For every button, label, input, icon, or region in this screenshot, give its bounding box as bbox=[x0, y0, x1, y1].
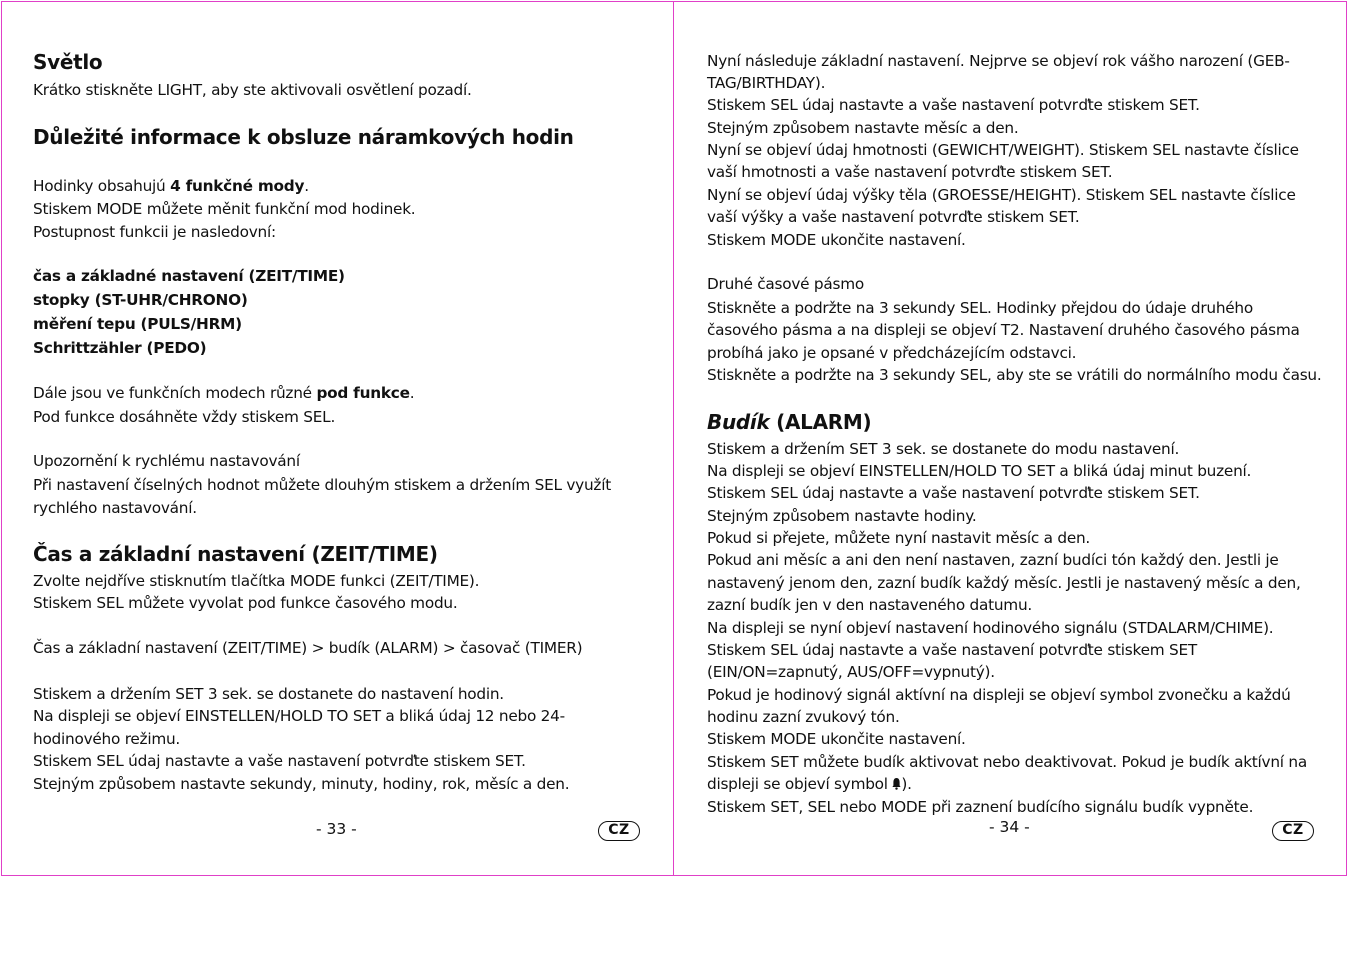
time-mode-path: Čas a základní nastavení (ZEIT/TIME) > budík (ALARM) > časovač (TIMER) bbox=[33, 639, 583, 657]
modes-line-3: Postupnost funkcii je nasledovní: bbox=[33, 223, 276, 241]
set-line: Stiskem SEL údaj nastavte a vaše nastavení potvrďte stiskem SET. bbox=[33, 752, 526, 770]
alarm-line: hodinu zazní zvukový tón. bbox=[707, 708, 900, 726]
alarm-line: Stejným způsobem nastavte hodiny. bbox=[707, 507, 977, 525]
set-line: Stiskem a držením SET 3 sek. se dostanete do nastavení hodin. bbox=[33, 685, 504, 703]
subfunctions-line-1: Dále jsou ve funkčních modech různé pod funkce. bbox=[33, 384, 415, 402]
country-badge: CZ bbox=[598, 821, 640, 841]
intro-line: Stiskem SEL údaj nastavte a vaše nastavení potvrďte stiskem SET. bbox=[707, 96, 1200, 114]
time-heading: Čas a základní nastavení (ZEIT/TIME) bbox=[33, 542, 438, 566]
time-line-1: Zvolte nejdříve stisknutím tlačítka MODE funkci (ZEIT/TIME). bbox=[33, 572, 480, 590]
mode-list-item: čas a základné nastavení (ZEIT/TIME) bbox=[33, 267, 345, 285]
set-line: Stejným způsobem nastavte sekundy, minuty, hodiny, rok, měsíc a den. bbox=[33, 775, 570, 793]
alarm-line: (EIN/ON=zapnutý, AUS/OFF=vypnutý). bbox=[707, 663, 995, 681]
set-line: hodinového režimu. bbox=[33, 730, 181, 748]
alarm-line: Na displeji se nyní objeví nastavení hodinového signálu (STDALARM/CHIME). bbox=[707, 619, 1274, 637]
page-divider bbox=[673, 1, 674, 876]
intro-line: TAG/BIRTHDAY). bbox=[707, 74, 826, 92]
light-heading: Světlo bbox=[33, 50, 103, 74]
page-number: - 34 - bbox=[989, 818, 1030, 836]
alarm-line: Pokud je hodinový signál aktívní na displeji se objeví symbol zvonečku a každú bbox=[707, 686, 1291, 704]
alarm-symbol-line: displeji se objeví symbol ). bbox=[707, 773, 912, 797]
mode-list-item: měření tepu (PULS/HRM) bbox=[33, 315, 242, 333]
subfunctions-line-2: Pod funkce dosáhněte vždy stiskem SEL. bbox=[33, 408, 336, 426]
alarm-line: Pokud ani měsíc a ani den není nastaven, zazní budíci tón každý den. Jestli je bbox=[707, 551, 1279, 569]
alarm-line: Stiskem SEL údaj nastavte a vaše nastavení potvrďte stiskem SET. bbox=[707, 484, 1200, 502]
alarm-heading: Budík (ALARM) bbox=[707, 410, 872, 434]
alarm-line: Stiskem SEL údaj nastavte a vaše nastavení potvrďte stiskem SET bbox=[707, 641, 1197, 659]
alarm-line: nastavený jenom den, zazní budík každý měsíc. Jestli je nastavený měsíc a den, bbox=[707, 574, 1301, 592]
light-text: Krátko stiskněte LIGHT, aby ste aktivovali osvětlení pozadí. bbox=[33, 81, 472, 99]
timezone-line: Stiskněte a podržte na 3 sekundy SEL. Hodinky přejdou do údaje druhého bbox=[707, 299, 1253, 317]
page-number: - 33 - bbox=[316, 820, 357, 838]
alarm-line: Stiskem MODE ukončite nastavení. bbox=[707, 730, 966, 748]
set-line: Na displeji se objeví EINSTELLEN/HOLD TO SET a bliká údaj 12 nebo 24- bbox=[33, 707, 565, 725]
time-line-2: Stiskem SEL můžete vyvolat pod funkce časového modu. bbox=[33, 594, 458, 612]
timezone-line: časového pásma a na displeji se objeví T2. Nastavení druhého časového pásma bbox=[707, 321, 1300, 339]
intro-line: Stejným způsobem nastavte měsíc a den. bbox=[707, 119, 1019, 137]
alarm-line: Stiskem SET můžete budík aktivovat nebo deaktivovat. Pokud je budík aktívní na bbox=[707, 753, 1307, 771]
country-badge: CZ bbox=[1272, 821, 1314, 841]
mode-list-item: stopky (ST-UHR/CHRONO) bbox=[33, 291, 248, 309]
intro-line: Stiskem MODE ukončite nastavení. bbox=[707, 231, 966, 249]
intro-line: vaší výšky a vaše nastavení potvrďte stiskem SET. bbox=[707, 208, 1080, 226]
alarm-line: Stiskem SET, SEL nebo MODE při zaznení budícího signálu budík vypněte. bbox=[707, 798, 1254, 816]
timezone-line: Stiskněte a podržte na 3 sekundy SEL, aby ste se vrátili do normálního modu času. bbox=[707, 366, 1322, 384]
intro-line: Nyní následuje základní nastavení. Nejprve se objeví rok vášho narození (GEB- bbox=[707, 52, 1290, 70]
quick-setting-line-1: Při nastavení číselných hodnot můžete dlouhým stiskem a držením SEL využít bbox=[33, 476, 611, 494]
mode-list-item: Schrittzähler (PEDO) bbox=[33, 339, 207, 357]
modes-line-2: Stiskem MODE můžete měnit funkční mod hodinek. bbox=[33, 200, 416, 218]
important-heading: Důležité informace k obsluze náramkových hodin bbox=[33, 125, 574, 149]
second-timezone-heading: Druhé časové pásmo bbox=[707, 275, 864, 293]
alarm-line: Na displeji se objeví EINSTELLEN/HOLD TO SET a bliká údaj minut buzení. bbox=[707, 462, 1252, 480]
quick-setting-line-2: rychlého nastavování. bbox=[33, 499, 197, 517]
alarm-line: zazní budík jen v den nastaveného datumu. bbox=[707, 596, 1033, 614]
quick-setting-heading: Upozornění k rychlému nastavování bbox=[33, 452, 300, 470]
intro-line: Nyní se objeví údaj hmotnosti (GEWICHT/WEIGHT). Stiskem SEL nastavte číslice bbox=[707, 141, 1299, 159]
timezone-line: probíhá jako je opsané v předcházejícím odstavci. bbox=[707, 344, 1077, 362]
alarm-line: Stiskem a držením SET 3 sek. se dostanete do modu nastavení. bbox=[707, 440, 1180, 458]
intro-line: Nyní se objeví údaj výšky těla (GROESSE/HEIGHT). Stiskem SEL nastavte číslice bbox=[707, 186, 1296, 204]
alarm-line: Pokud si přejete, můžete nyní nastavit měsíc a den. bbox=[707, 529, 1091, 547]
intro-line: vaší hmotnosti a vaše nastavení potvrďte stiskem SET. bbox=[707, 163, 1113, 181]
modes-line-1: Hodinky obsahujú 4 funkčné mody. bbox=[33, 177, 309, 195]
